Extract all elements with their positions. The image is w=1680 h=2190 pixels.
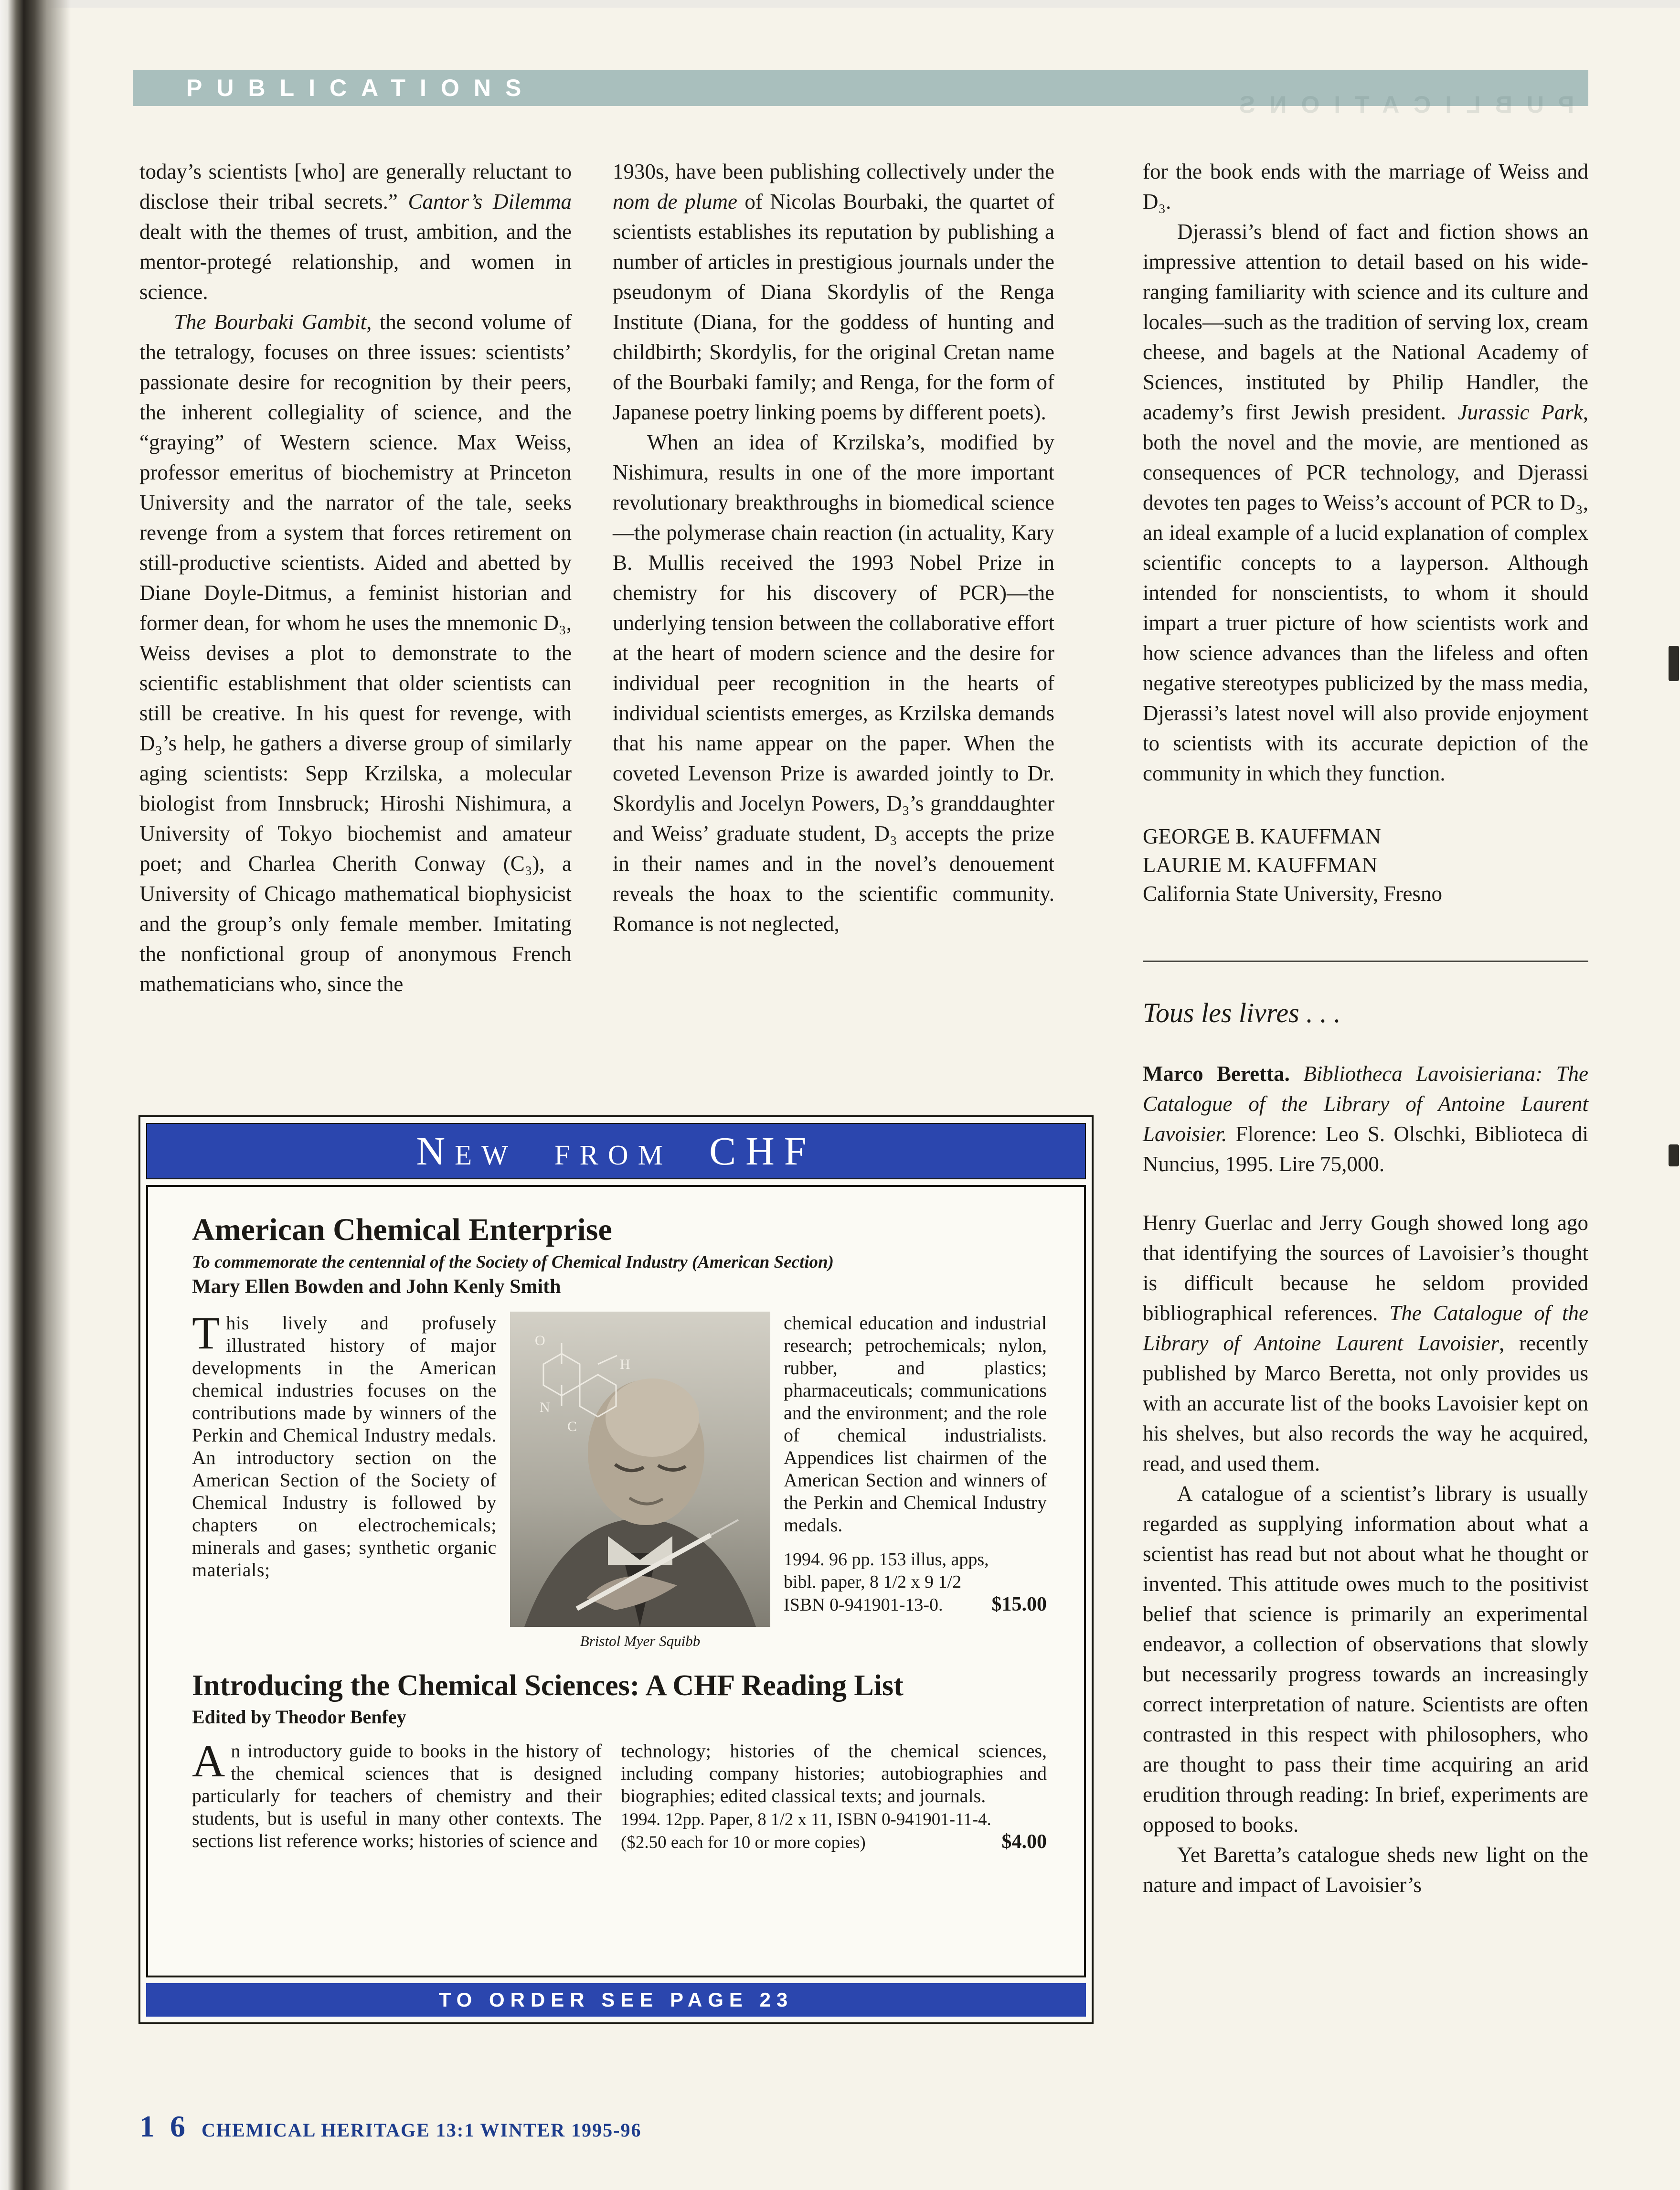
column-rule	[1143, 961, 1588, 962]
paragraph: 1930s, have been publishing collectively under the nom de plume of Nicolas Bourbaki, the quartet of scientists establishes its reputation by publishing a number of articles in prestigious journals under the pseudonym of Diana Skordylis of the Renga Institute (Diana, for the goddess of hunting and childbirth; Skordylis, for the original Cretan name of the Bourbaki family; and Renga, for the form of Japanese poetry linking poems by different poets).	[613, 160, 1054, 424]
article-column-3	[1143, 157, 1588, 1900]
page-number: 1 6	[139, 2109, 189, 2143]
book1-body	[192, 1307, 1047, 1650]
book1-right-column	[784, 1312, 1047, 1650]
book1-photo-block	[510, 1312, 770, 1650]
ad-content	[146, 1185, 1086, 1977]
review-signature	[1143, 822, 1588, 908]
book2-body	[192, 1735, 1047, 1854]
svg-text:C: C	[567, 1419, 577, 1434]
scan-top-margin	[0, 0, 1680, 8]
book2-pub-info	[621, 1809, 1047, 1854]
pub-line: ($2.50 each for 10 or more copies)	[621, 1833, 866, 1852]
pub-line: 1994. 96 pp. 153 illus, apps,	[784, 1549, 989, 1570]
svg-text:O: O	[535, 1333, 545, 1348]
chf-advertisement	[138, 1115, 1094, 2024]
ad-order-band	[146, 1983, 1086, 2017]
paragraph: A catalogue of a scientist’s library is usually regarded as supplying information about what a scientist has read but not about what he thought or invented. This attitude owes much to the positivist belief that science is primarily an experimental endeavor, a collection of observations that slowly but necessarily progress towards an increasingly correct interpretation of nature. Scientists are often contrasted in this respect with philosophers, who are thought to pass their time acquiring an arid erudition through reading: In brief, experiments are opposed to books.	[1143, 1482, 1588, 1837]
book1-left-text	[192, 1307, 497, 1650]
paragraph: Djerassi’s blend of fact and fiction shows an impressive attention to detail based on his wide-ranging familiarity with science and its culture and locales—such as the tradition of serving lox, cream cheese, and bagels at the National Academy of Sciences, instituted by Philip Handler, the academy’s first Jewish president. Jurassic Park, both the novel and the movie, are mentioned as consequences of PCR technology, and Djerassi devotes ten pages to Weiss’s account of PCR to D₃, an ideal example of a lucid explanation of complex scientific concepts to a layperson. Although intended for nonscientists, to whom it should impart a truer picture of how scientists work and how science advances than the lifeless and often negative stereotypes publicized by the mass media, Djerassi’s latest novel will also provide enjoyment to scientists with its accurate depiction of the community in which they function.	[1143, 220, 1589, 785]
scan-spine-shadow	[0, 0, 72, 2190]
book2-left-text	[192, 1735, 602, 1854]
publications-banner	[133, 70, 1588, 118]
book2-right-column	[621, 1740, 1047, 1854]
book-citation: Marco Beretta. Bibliotheca Lavoisieriana: The Catalogue of the Library of Antoine Laurent Lavoisier. Florence: Leo S. Olschki, Biblioteca di Nuncius, 1995. Lire 75,000.	[1143, 1062, 1589, 1176]
photo-caption: Bristol Myer Squibb	[580, 1633, 701, 1649]
page-edge-mark	[1669, 646, 1679, 681]
journal-issue-line: CHEMICAL HERITAGE 13:1 WINTER 1995-96	[202, 2119, 642, 2141]
book2-price: $4.00	[1001, 1831, 1047, 1853]
article-column-1	[139, 157, 572, 999]
paragraph: Henry Guerlac and Jerry Gough showed long ago that identifying the sources of Lavoisier’s thought is difficult because he seldom provided bibliographical references. The Catalogue of the Library of Antoine Laurent Lavoisier, recently published by Marco Beretta, not only provides us with an accurate list of the books Lavoisier kept on his shelves, but also records the way he acquired, read, and used them.	[1143, 1211, 1588, 1475]
ad-order-text: TO ORDER SEE PAGE 23	[438, 1988, 794, 2011]
scientist-photo	[510, 1312, 770, 1627]
paragraph: The Bourbaki Gambit, the second volume of the tetralogy, focuses on three issues: scientists’ passionate desire for recognition by their peers, the inherent collegiality of science, and the “graying” of Western science. Max Weiss, professor emeritus of biochemistry at Princeton University and the narrator of the tale, seeks revenge from a system that forces retirement on still-productive scientists. Aided and abetted by Diane Doyle-Ditmus, a feminist historian and former dean, for whom he uses the mnemonic D₃, Weiss devises a plot to demonstrate to the scientific establishment that older scientists can still be creative. In his quest for revenge, with D₃’s help, he gathers a diverse group of similarly aging scientists: Sepp Krzilska, a molecular biologist from Innsbruck; Hiroshi Nishimura, a University of Tokyo biochemist and amateur poet; and Charlea Cherith Conway (C₃), a University of Chicago mathematical biophysicist and the group’s only female member. Imitating the nonfictional group of anonymous French mathematicians who, since the	[139, 310, 572, 996]
svg-text:H: H	[620, 1357, 630, 1372]
reviewer-name: GEORGE B. KAUFFMAN	[1143, 824, 1381, 848]
book1-pub-info	[784, 1549, 1047, 1616]
ad-header-band	[146, 1123, 1086, 1179]
book1-isbn: ISBN 0-941901-13-0.	[784, 1595, 943, 1615]
svg-text:N: N	[540, 1399, 550, 1415]
book2-title: Introducing the Chemical Sciences: A CHF Reading List	[192, 1669, 904, 1702]
pub-line: bibl. paper, 8 1/2 x 9 1/2	[784, 1572, 962, 1592]
book1-right-text: chemical education and industrial research; petrochemicals; nylon, rubber, and plastics; pharmaceuticals; communications and the environment; and the role of chemical industrialists. Appendices list chairmen of the American Section and winners of the Perkin and Chemical Industry medals.	[784, 1312, 1047, 1536]
book1-authors: Mary Ellen Bowden and John Kenly Smith	[192, 1276, 561, 1298]
ad-header-title: New from CHF	[416, 1129, 816, 1174]
section-heading: Tous les livres . . .	[1143, 997, 1341, 1028]
page-footer	[139, 2109, 642, 2144]
book1-price: $15.00	[991, 1593, 1047, 1615]
pub-line: 1994. 12pp. Paper, 8 1/2 x 11, ISBN 0-941901-11-4.	[621, 1810, 991, 1829]
dropcap: A	[192, 1735, 225, 1786]
section-title: PUBLICATIONS	[186, 75, 536, 101]
paragraph: When an idea of Krzilska’s, modified by Nishimura, results in one of the more important revolutionary breakthroughs in biomedical science—the polymerase chain reaction (in actuality, Kary B. Mullis received the 1993 Nobel Prize in chemistry for his discovery of PCR)—the underlying tension between the collaborative effort at the heart of modern science and the desire for individual peer recognition in the hearts of individual scientists emerges, as Krzilska demands that his name appear on the paper. When the coveted Levenson Prize is awarded jointly to Dr. Skordylis and Jocelyn Powers, D₃’s granddaughter and Weiss’ graduate student, D₃ accepts the prize in their names and in the novel’s denouement reveals the hoax to the scientific community. Romance is not neglected,	[613, 430, 1054, 936]
page-edge-mark	[1669, 1144, 1679, 1166]
reviewer-affiliation: California State University, Fresno	[1143, 882, 1442, 906]
book1-left-text-body: his lively and profusely illustrated history of major developments in the American chemical industries focuses on the contributions made by winners of the Perkin and Chemical Industry medals. An introductory section on the American Section of the Society of Chemical Industry is followed by chapters on electrochemicals; minerals and gases; synthetic organic materials;	[192, 1312, 497, 1581]
dropcap: T	[192, 1307, 221, 1358]
book2-left-text-body: n introductory guide to books in the history of the chemical sciences that is designed particularly for teachers of chemistry and their students, but is useful in many other contexts. The sections list reference works; histories of science and	[192, 1740, 602, 1851]
book2-authors: Edited by Theodor Benfey	[192, 1706, 406, 1728]
book1-tagline: To commemorate the centennial of the Society of Chemical Industry (American Section)	[192, 1252, 834, 1272]
paragraph: for the book ends with the marriage of Weiss and D₃.	[1143, 160, 1588, 214]
banner-bleedthrough-text: PUBLICATIONS	[1224, 91, 1574, 118]
book1-title: American Chemical Enterprise	[192, 1212, 612, 1247]
paragraph: Yet Baretta’s catalogue sheds new light on the nature and impact of Lavoisier’s	[1143, 1843, 1588, 1897]
paragraph: today’s scientists [who] are generally reluctant to disclose their tribal secrets.” Cantor’s Dilemma dealt with the themes of trust, ambition, and the mentor-protegé relationship, and women in science.	[139, 160, 572, 304]
book2-right-text: technology; histories of the chemical sciences, including company histories; autobiographies and biographies; edited classical texts; and journals.	[621, 1740, 1047, 1806]
reviewer-name: LAURIE M. KAUFFMAN	[1143, 853, 1378, 877]
article-column-2	[613, 157, 1054, 939]
